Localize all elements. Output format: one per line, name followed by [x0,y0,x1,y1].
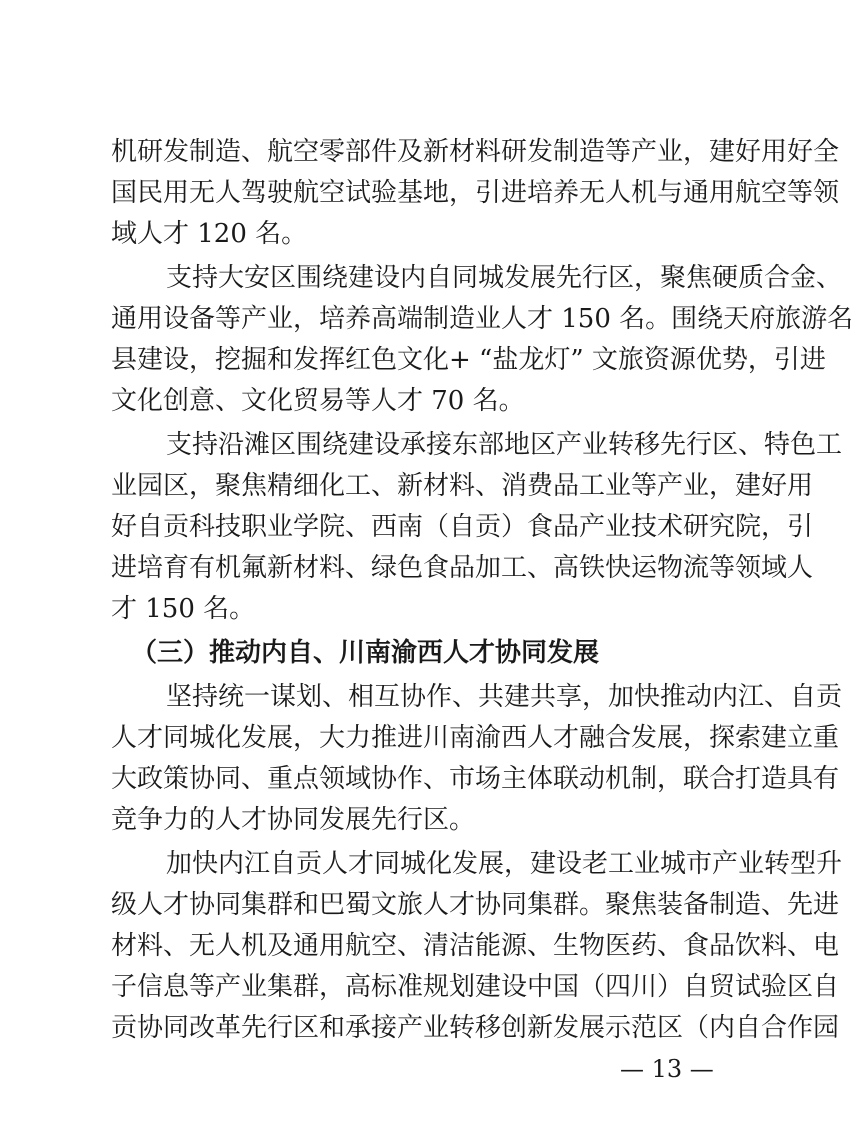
paragraph-3-line-4: 进培育有机氟新材料、绿色食品加工、高铁快运物流等领域人 [111,553,814,583]
paragraph-1-line-2: 国民用无人驾驶航空试验基地，引进培养无人机与通用航空等领 [111,178,840,208]
paragraph-4-line-3: 大政策协同、重点领域协作、市场主体联动机制，联合打造具有 [111,764,840,794]
paragraph-1-line-3: 域人才 120 名。 [111,219,308,249]
paragraph-5-line-5: 贡协同改革先行区和承接产业转移创新发展示范区（内自合作园 [111,1013,840,1043]
section-heading: （三）推动内自、川南渝西人才协同发展 [131,638,600,668]
paragraph-4-line-1: 坚持统一谋划、相互协作、共建共享，加快推动内江、自贡 [166,682,843,712]
paragraph-4-line-4: 竞争力的人才协同发展先行区。 [111,805,476,835]
paragraph-5-line-2: 级人才协同集群和巴蜀文旅人才协同集群。聚焦装备制造、先进 [111,890,840,920]
paragraph-5-line-4: 子信息等产业集群，高标准规划建设中国（四川）自贸试验区自 [111,972,840,1002]
paragraph-2-line-4: 文化创意、文化贸易等人才 70 名。 [111,386,525,416]
paragraph-2-line-3: 县建设，挖掘和发挥红色文化+ “盐龙灯” 文旅资源优势，引进 [111,345,826,375]
paragraph-2-line-2: 通用设备等产业，培养高端制造业人才 150 名。围绕天府旅游名 [111,304,853,334]
paragraph-3-line-5: 才 150 名。 [111,594,256,624]
paragraph-5-line-1: 加快内江自贡人才同城化发展，建设老工业城市产业转型升 [166,849,843,879]
paragraph-3-line-3: 好自贡科技职业学院、西南（自贡）食品产业技术研究院，引 [111,512,814,542]
paragraph-1-line-1: 机研发制造、航空零部件及新材料研发制造等产业，建好用好全 [111,137,840,167]
paragraph-2-line-1: 支持大安区围绕建设内自同城发展先行区，聚焦硬质合金、 [166,263,843,293]
paragraph-5-line-3: 材料、无人机及通用航空、清洁能源、生物医药、食品饮料、电 [111,931,840,961]
page-number: — 13 — [620,1055,714,1083]
paragraph-3-line-1: 支持沿滩区围绕建设承接东部地区产业转移先行区、特色工 [166,430,843,460]
paragraph-3-line-2: 业园区，聚焦精细化工、新材料、消费品工业等产业，建好用 [111,471,814,501]
paragraph-4-line-2: 人才同城化发展，大力推进川南渝西人才融合发展，探索建立重 [111,723,840,753]
